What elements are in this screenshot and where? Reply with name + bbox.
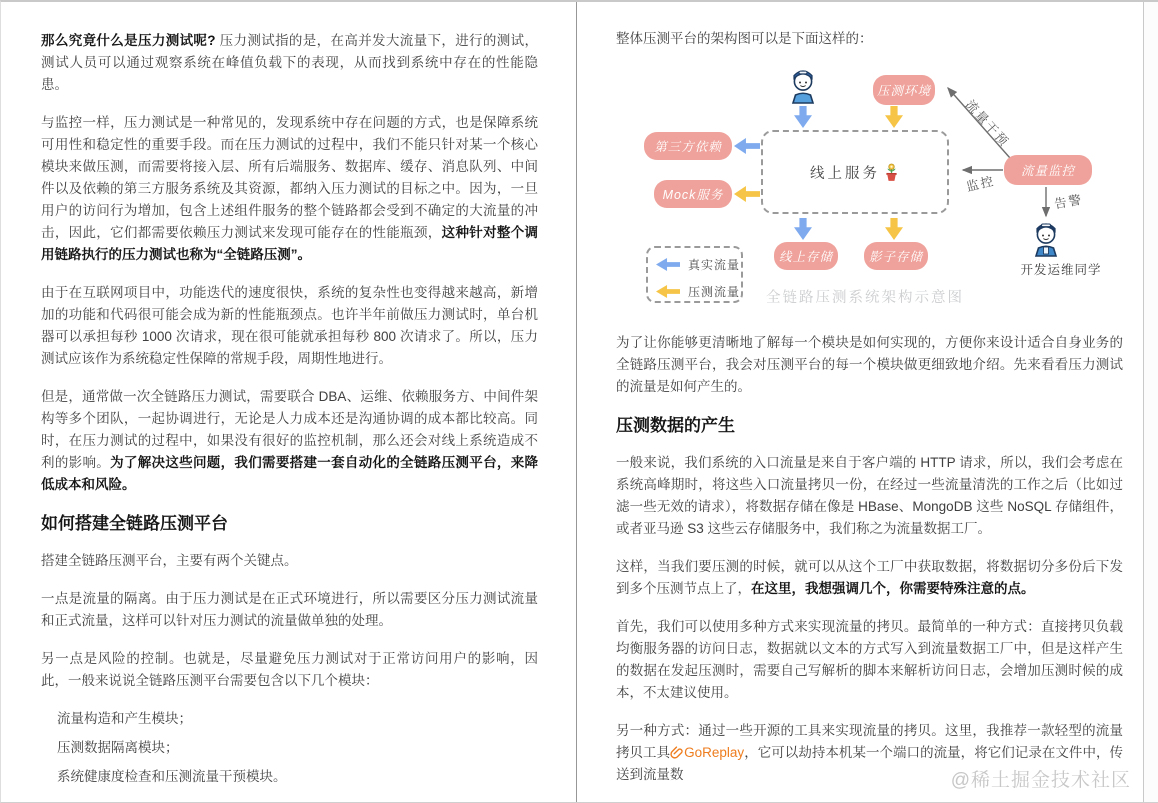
module-list [41, 708, 538, 788]
paragraph [41, 550, 538, 572]
paragraph [41, 30, 538, 96]
architecture-diagram [616, 66, 1144, 314]
edge-label-monitor: 监控 [965, 173, 997, 195]
devops-person-icon [1031, 221, 1061, 257]
section-heading: 如何搭建全链路压测平台 [41, 514, 228, 533]
watermark: @稀土掘金技术社区 [950, 770, 1131, 791]
diagram-node-traffic-monitor: 流量监控 [1004, 155, 1092, 185]
online-service-label: 线上服务 [810, 165, 880, 182]
text-run: 但是，通常做一次全链路压力测试，需要联合 DBA、运维、依赖服务方、中间件架构等多个团队，一起协调进行，无论是人力成本还是沟通协调的成本都比较高。同时，在压力测试的过程中，如果没有很好的监控机制，那么还会对线上系统造成不利的影响。 [41, 389, 538, 470]
edge-label-alert: 告警 [1053, 192, 1085, 212]
paragraph [41, 386, 538, 496]
text-run: 搭建全链路压测平台，主要有两个关键点。 [41, 553, 298, 568]
legend-stress-traffic-label: 压测流量 [688, 285, 741, 299]
text-run: 由于在互联网项目中，功能迭代的速度很快，系统的复杂性也变得越来越高，新增加的功能和代码很可能会成为新的性能瓶颈点。也许半年前做压力测试时，单台机器可以承担每秒 1000 次请求，现在很可能就承担每秒 800 次请求了。所以，压力测试应该作为系统稳定性保障的常规手段，周期性地进行。 [41, 285, 538, 366]
potted-plant-icon [883, 162, 900, 182]
text-run: 为了解决这些问题，我们需要搭建一套自动化的全链路压测平台，来降低成本和风险。 [41, 455, 539, 492]
text-run: 为了让你能够更清晰地了解每一个模块是如何实现的，方便你来设计适合自身业务的全链路压测平台，我会对压测平台的每一个模块做更细致地介绍。先来看看压力测试的流量是如何产生的。 [616, 335, 1123, 394]
legend-real-traffic-label: 真实流量 [688, 258, 741, 272]
edge-label-traffic-intervene: 流量干预 [962, 97, 1012, 150]
list-item: 系统健康度检查和压测流量干预模块。 [57, 769, 287, 784]
right-page-column [577, 2, 1144, 802]
devops-label: 开发运维同学 [1020, 263, 1102, 277]
text-run: 那么究竟什么是压力测试呢? [41, 33, 216, 48]
text-run: 压力测试指的是，在高并发大流量下，进行的测试，测试人员可以通过观察系统在峰值负载下的表现，从而找到系统中存在的性能隐患。 [41, 33, 538, 92]
diagram-node-online-service [761, 130, 949, 214]
legend-real-traffic-arrow [656, 258, 680, 271]
goreplay-link[interactable] [670, 745, 744, 760]
diagram-node-pressure-env: 压测环境 [873, 75, 935, 105]
diagram-node-online-storage: 线上存储 [774, 242, 838, 270]
text-run: 首先，我们可以使用多种方式来实现流量的拷贝。最简单的一种方式：直接拷贝负载均衡服务器的访问日志，数据就以文本的方式写入到流量数据工厂中，但是这样产生的数据在发起压测时，需要自己写解析的脚本来解析访问日志，会增加压测时候的成本，不太建议使用。 [616, 619, 1123, 700]
paragraph [41, 648, 538, 692]
diagram-caption: 全链路压测系统架构示意图 [766, 290, 964, 306]
paragraph [616, 332, 1123, 398]
paragraph [41, 588, 538, 632]
text-run: 一般来说，我们系统的入口流量是来自于客户端的 HTTP 请求，所以，我们会考虑在系统高峰期时，将这些入口流量拷贝一份，在经过一些流量清洗的工作之后（比如过滤一些无效的请求），将数据存储在像是 HBase、MongoDB 这些 NoSQL 存储组件，或者亚马逊 S3 这些云存储服务中，我们称之为流量数据工厂。 [616, 455, 1123, 536]
paragraph [616, 616, 1123, 704]
text-run: 另一种方式：通过一些开源的工具来实现流量的拷贝。这里，我推荐一款轻型的流量拷贝工具 [616, 723, 1123, 760]
text-run: 在这里，我想强调几个，你需要特殊注意的点。 [751, 581, 1035, 596]
diagram-node-mock-service: Mock服务 [654, 180, 732, 208]
paragraph [616, 556, 1123, 600]
text-run: 这种针对整个调用链路执行的压力测试也称为“全链路压测”。 [41, 225, 539, 262]
section-heading: 压测数据的产生 [616, 416, 735, 435]
goreplay-link-label: GoReplay [684, 745, 745, 760]
list-item: 压测数据隔离模块； [57, 740, 179, 755]
left-page-column [1, 2, 577, 802]
diagram-node-shadow-storage: 影子存储 [864, 242, 928, 270]
text-run: 一点是流量的隔离。由于压力测试是在正式环境进行，所以需要区分压力测试流量和正式流量，这样可以针对压力测试的流量做单独的处理。 [41, 591, 538, 628]
paragraph [41, 112, 538, 266]
text-run: 与监控一样，压力测试是一种常见的，发现系统中存在问题的方式，也是保障系统可用性和稳定性的重要手段。而在压力测试的过程中，我们不能只针对某一个核心模块来做压测，而需要将接入层、所有后端服务、数据库、缓存、消息队列、中间件以及依赖的第三方服务系统及其资源，都纳入压力测试的目标之中。因为，一旦用户的访问行为增加，包含上述组件服务的整个链路都会受到不确定的大流量的冲击，因此，它们都需要依赖压力测试来发现可能存在的性能瓶颈， [41, 115, 538, 240]
link-icon [670, 746, 683, 759]
paragraph [616, 452, 1123, 540]
page-gutter [1144, 2, 1158, 802]
list-item: 流量构造和产生模块； [57, 711, 192, 726]
user-person-icon [788, 68, 818, 104]
diagram-legend [646, 246, 743, 303]
text-run: 另一点是风险的控制。也就是，尽量避免压力测试对于正常访问用户的影响，因此，一般来说说全链路压测平台需要包含以下几个模块： [41, 651, 538, 688]
text-run: ，它可以劫持本机某一个端口的流量，将它们记录在文件中，传送到流量数 [616, 745, 1124, 782]
diagram-node-third-party: 第三方依赖 [644, 132, 732, 160]
legend-stress-traffic-arrow [656, 285, 680, 298]
text-run: 整体压测平台的架构图可以是下面这样的： [616, 31, 873, 46]
paragraph [616, 28, 1123, 50]
text-run: 这样，当我们要压测的时候，就可以从这个工厂中获取数据，将数据切分多份后下发到多个压测节点上了， [616, 559, 1123, 596]
paragraph [41, 282, 538, 370]
